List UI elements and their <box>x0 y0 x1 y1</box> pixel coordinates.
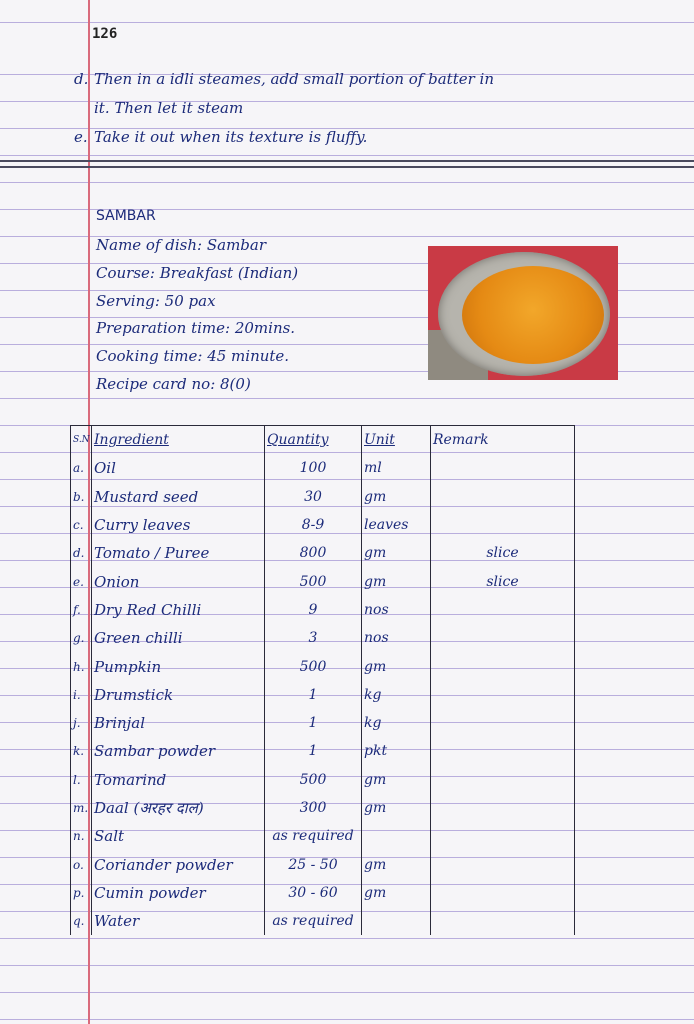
row-unit: gm <box>362 794 431 822</box>
row-unit: leaves <box>362 511 431 539</box>
row-sn: m. <box>71 794 92 822</box>
table-row <box>71 822 575 850</box>
row-unit: gm <box>362 879 431 907</box>
row-unit: pkt <box>362 737 431 765</box>
table-row <box>71 907 575 935</box>
row-remark <box>431 511 575 539</box>
row-unit: nos <box>362 596 431 624</box>
row-unit: kg <box>362 709 431 737</box>
recipe-cook-time: Cooking time: 45 minute. <box>96 347 290 365</box>
row-remark <box>431 794 575 822</box>
recipe-course: Course: Breakfast (Indian) <box>96 264 299 282</box>
row-ingredient: Water <box>92 907 265 935</box>
row-sn: o. <box>71 850 92 878</box>
row-remark <box>431 737 575 765</box>
row-sn: e. <box>71 567 92 595</box>
page-number: 126 <box>92 26 118 42</box>
row-unit <box>362 907 431 935</box>
row-remark <box>431 681 575 709</box>
row-ingredient: Daal (अरहर दाल) <box>92 794 265 822</box>
step-d-text: Then in a idli steames, add small portion of batter in <box>94 70 495 88</box>
row-sn: a. <box>71 454 92 482</box>
table-row <box>71 681 575 709</box>
row-unit: kg <box>362 681 431 709</box>
table-row <box>71 454 575 482</box>
row-ingredient: Green chilli <box>92 624 265 652</box>
row-unit: gm <box>362 652 431 680</box>
row-quantity: 9 <box>265 596 362 624</box>
row-remark <box>431 483 575 511</box>
table-row <box>71 652 575 680</box>
header-ingredient: Ingredient <box>92 426 265 455</box>
row-quantity: 25 - 50 <box>265 850 362 878</box>
row-remark <box>431 709 575 737</box>
row-ingredient: Sambar powder <box>92 737 265 765</box>
row-unit: gm <box>362 567 431 595</box>
row-ingredient: Curry leaves <box>92 511 265 539</box>
sambar-curry <box>462 266 604 364</box>
row-sn: g. <box>71 624 92 652</box>
row-sn: h. <box>71 652 92 680</box>
row-sn: k. <box>71 737 92 765</box>
row-ingredient: Tomarind <box>92 766 265 794</box>
recipe-prep-time: Preparation time: 20mins. <box>96 319 296 337</box>
header-unit: Unit <box>362 426 431 455</box>
row-unit: gm <box>362 850 431 878</box>
step-e-label: e. <box>74 128 88 146</box>
row-quantity: 300 <box>265 794 362 822</box>
step-e-text: Take it out when its texture is fluffy. <box>94 128 368 146</box>
row-unit: gm <box>362 483 431 511</box>
recipe-card-no: Recipe card no: 8(0) <box>96 375 251 393</box>
row-quantity: 500 <box>265 652 362 680</box>
row-sn: n. <box>71 822 92 850</box>
row-ingredient: Onion <box>92 567 265 595</box>
table-header-row <box>71 426 575 455</box>
row-sn: q. <box>71 907 92 935</box>
header-sn: S.N <box>71 426 92 455</box>
row-quantity: as required <box>265 907 362 935</box>
table-row <box>71 624 575 652</box>
table-row <box>71 794 575 822</box>
recipe-serving: Serving: 50 pax <box>96 292 216 310</box>
row-quantity: 100 <box>265 454 362 482</box>
row-unit: gm <box>362 539 431 567</box>
row-quantity: 500 <box>265 567 362 595</box>
row-ingredient: Mustard seed <box>92 483 265 511</box>
row-quantity: 1 <box>265 737 362 765</box>
header-remark: Remark <box>431 426 575 455</box>
table-row <box>71 766 575 794</box>
row-quantity: 8-9 <box>265 511 362 539</box>
recipe-heading: SAMBAR <box>96 208 156 224</box>
row-quantity: 500 <box>265 766 362 794</box>
row-remark <box>431 766 575 794</box>
row-quantity: 30 - 60 <box>265 879 362 907</box>
row-ingredient: Dry Red Chilli <box>92 596 265 624</box>
recipe-dish-name: Name of dish: Sambar <box>96 236 267 254</box>
row-ingredient: Cumin powder <box>92 879 265 907</box>
row-sn: l. <box>71 766 92 794</box>
row-unit: ml <box>362 454 431 482</box>
row-unit: gm <box>362 766 431 794</box>
row-remark <box>431 454 575 482</box>
row-ingredient: Tomato / Puree <box>92 539 265 567</box>
table-row <box>71 879 575 907</box>
row-remark <box>431 907 575 935</box>
row-ingredient: Oil <box>92 454 265 482</box>
table-row <box>71 709 575 737</box>
row-quantity: 1 <box>265 709 362 737</box>
row-quantity: 3 <box>265 624 362 652</box>
row-unit: nos <box>362 624 431 652</box>
sambar-bowl-photo <box>428 246 618 380</box>
row-ingredient: Salt <box>92 822 265 850</box>
row-sn: c. <box>71 511 92 539</box>
row-ingredient: Brinjal <box>92 709 265 737</box>
table-row <box>71 539 575 567</box>
row-sn: j. <box>71 709 92 737</box>
row-sn: p. <box>71 879 92 907</box>
step-d-label: d. <box>74 70 89 88</box>
table-row <box>71 850 575 878</box>
step-d-continuation: it. Then let it steam <box>94 99 244 117</box>
row-sn: b. <box>71 483 92 511</box>
row-unit <box>362 822 431 850</box>
section-divider <box>0 160 694 162</box>
row-remark <box>431 596 575 624</box>
row-quantity: 800 <box>265 539 362 567</box>
row-ingredient: Coriander powder <box>92 850 265 878</box>
table-row <box>71 483 575 511</box>
table-row <box>71 511 575 539</box>
row-sn: i. <box>71 681 92 709</box>
table-row <box>71 567 575 595</box>
row-remark <box>431 822 575 850</box>
row-sn: d. <box>71 539 92 567</box>
row-remark <box>431 879 575 907</box>
ingredients-table <box>70 425 575 935</box>
row-quantity: as required <box>265 822 362 850</box>
row-quantity: 30 <box>265 483 362 511</box>
table-row <box>71 737 575 765</box>
row-remark <box>431 850 575 878</box>
row-remark <box>431 652 575 680</box>
section-divider <box>0 166 694 168</box>
row-quantity: 1 <box>265 681 362 709</box>
table-row <box>71 596 575 624</box>
row-ingredient: Pumpkin <box>92 652 265 680</box>
steel-bowl <box>438 252 610 376</box>
row-remark: slice <box>431 567 575 595</box>
row-ingredient: Drumstick <box>92 681 265 709</box>
header-quantity: Quantity <box>265 426 362 455</box>
row-remark <box>431 624 575 652</box>
row-remark: slice <box>431 539 575 567</box>
row-sn: f. <box>71 596 92 624</box>
